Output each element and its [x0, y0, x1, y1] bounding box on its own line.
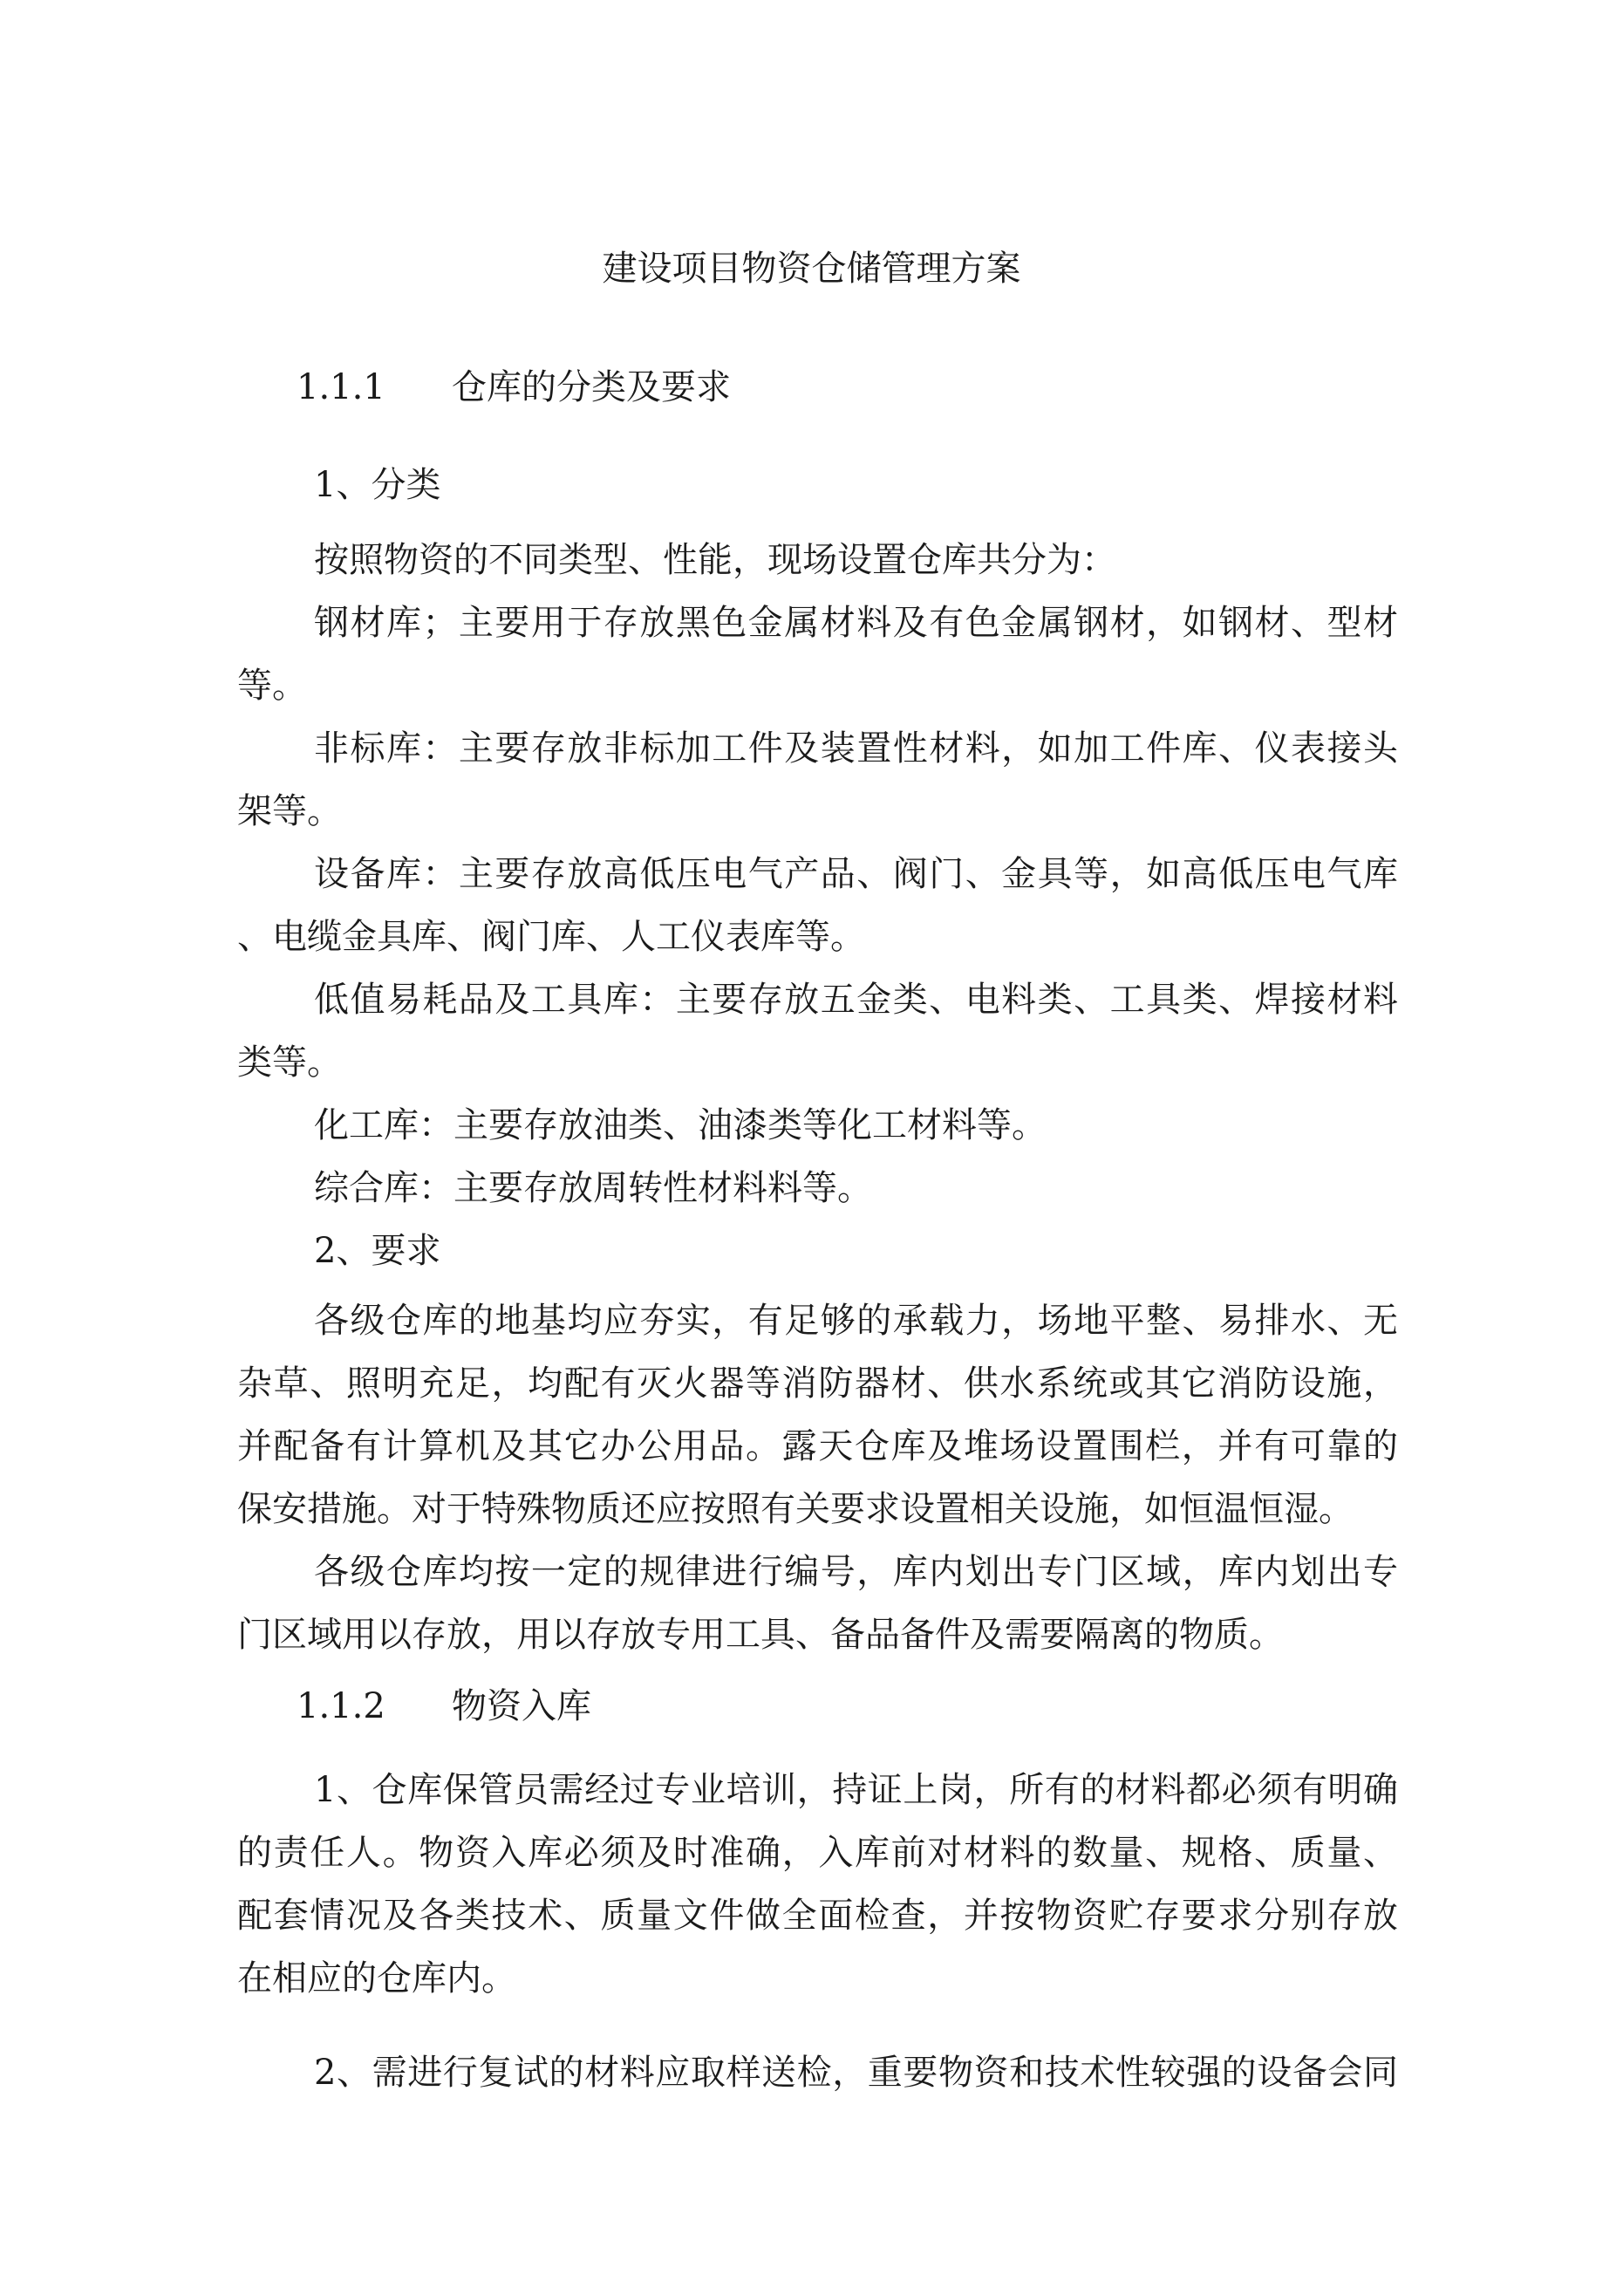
section-title: 仓库的分类及要求 [452, 367, 731, 407]
paragraph-steel-line-2: 等。 [237, 666, 307, 706]
paragraph-req2-line-1: 各级仓库均按一定的规律进行编号，库内划出专门区域，库内划出专 [314, 1552, 1398, 1592]
paragraph-req1-line-2: 杂草、照明充足，均配有灭火器等消防器材、供水系统或其它消防设施， [237, 1363, 1398, 1404]
paragraph-nonstandard-line-1: 非标库：主要存放非标加工件及装置性材料，如加工件库、仪表接头 [314, 728, 1398, 769]
paragraph-req2-line-2: 门区域用以存放，用以存放专用工具、备品备件及需要隔离的物质。 [237, 1615, 1284, 1655]
section-number: 1.1.2 [297, 1686, 385, 1726]
paragraph-chemical: 化工库：主要存放油类、油漆类等化工材料等。 [314, 1105, 1047, 1145]
paragraph-req1-line-4: 保安措施。对于特殊物质还应按照有关要求设置相关设施，如恒温恒湿。 [237, 1489, 1354, 1529]
paragraph-steel-line-1: 钢材库；主要用于存放黑色金属材料及有色金属钢材，如钢材、型材 [314, 603, 1398, 643]
paragraph-intake1-line-4: 在相应的仓库内。 [237, 1958, 516, 1999]
paragraph-intake1-line-3: 配套情况及各类技术、质量文件做全面检查，并按物资贮存要求分别存放 [237, 1896, 1398, 1936]
paragraph-intro: 按照物资的不同类型、性能，现场设置仓库共分为： [314, 540, 1116, 580]
document-title: 建设项目物资仓储管理方案 [602, 249, 1021, 289]
paragraph-consumables-line-1: 低值易耗品及工具库：主要存放五金类、电料类、工具类、焊接材料 [314, 980, 1398, 1020]
subheading-classification: 1、分类 [314, 465, 441, 505]
subheading-requirements: 2、要求 [314, 1231, 441, 1271]
paragraph-req1-line-3: 并配备有计算机及其它办公用品。露天仓库及堆场设置围栏，并有可靠的 [237, 1426, 1398, 1466]
paragraph-intake2-line-1: 2、需进行复试的材料应取样送检，重要物资和技术性较强的设备会同 [314, 2053, 1398, 2093]
paragraph-general: 综合库：主要存放周转性材料料等。 [314, 1168, 872, 1208]
section-number: 1.1.1 [297, 367, 385, 407]
paragraph-intake1-line-2: 的责任人。物资入库必须及时准确，入库前对材料的数量、规格、质量、 [237, 1833, 1398, 1873]
paragraph-consumables-line-2: 类等。 [237, 1042, 342, 1083]
paragraph-intake1-line-1: 1、仓库保管员需经过专业培训，持证上岗，所有的材料都必须有明确 [314, 1770, 1398, 1810]
paragraph-equipment-line-1: 设备库：主要存放高低压电气产品、阀门、金具等，如高低压电气库 [314, 854, 1398, 894]
section-title: 物资入库 [452, 1686, 591, 1726]
paragraph-req1-line-1: 各级仓库的地基均应夯实，有足够的承载力，场地平整、易排水、无 [314, 1301, 1398, 1341]
paragraph-equipment-line-2: 、电缆金具库、阀门库、人工仪表库等。 [237, 917, 865, 957]
paragraph-nonstandard-line-2: 架等。 [237, 791, 342, 831]
